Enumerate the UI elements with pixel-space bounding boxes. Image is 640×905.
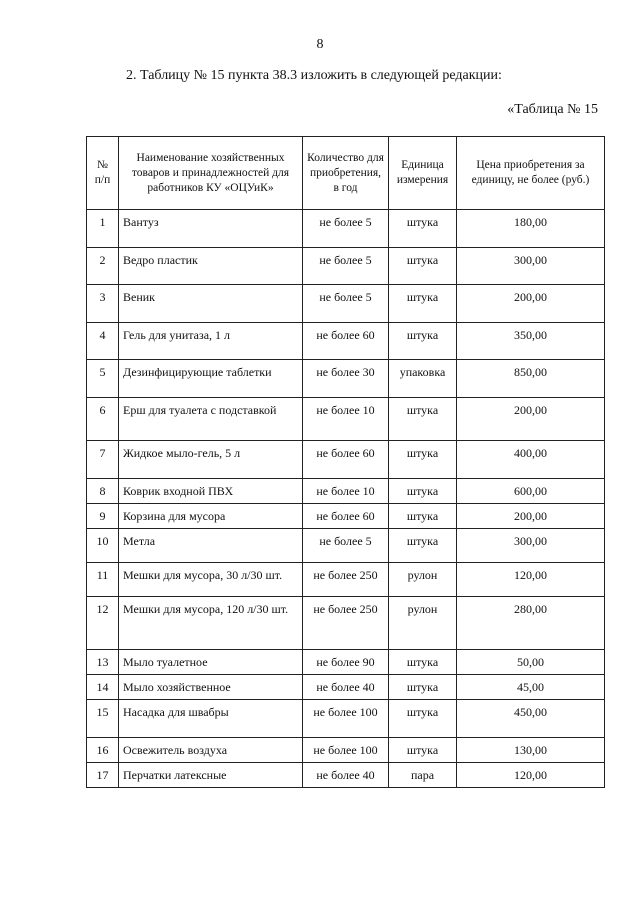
row-price: 300,00 — [457, 248, 605, 285]
row-number: 6 — [87, 398, 119, 441]
row-quantity: не более 30 — [303, 360, 389, 398]
row-unit: штука — [389, 738, 457, 763]
table-row — [87, 700, 605, 738]
row-name: Жидкое мыло-гель, 5 л — [119, 441, 303, 479]
row-name: Коврик входной ПВХ — [119, 479, 303, 504]
row-name: Ерш для туалета с подставкой — [119, 398, 303, 441]
row-number: 15 — [87, 700, 119, 738]
row-name: Мыло туалетное — [119, 650, 303, 675]
row-quantity: не более 60 — [303, 504, 389, 529]
table-row — [87, 441, 605, 479]
table-row — [87, 738, 605, 763]
row-quantity: не более 5 — [303, 285, 389, 323]
table-caption: «Таблица № 15 — [507, 102, 598, 117]
row-name: Насадка для швабры — [119, 700, 303, 738]
table-row — [87, 504, 605, 529]
table-row — [87, 763, 605, 788]
row-unit: штука — [389, 504, 457, 529]
row-unit: рулон — [389, 563, 457, 597]
row-name: Вантуз — [119, 210, 303, 248]
row-number: 11 — [87, 563, 119, 597]
row-price: 850,00 — [457, 360, 605, 398]
table-row — [87, 248, 605, 285]
row-unit: штука — [389, 248, 457, 285]
row-quantity: не более 10 — [303, 398, 389, 441]
row-quantity: не более 40 — [303, 675, 389, 700]
row-price: 50,00 — [457, 650, 605, 675]
row-quantity: не более 250 — [303, 563, 389, 597]
table-row — [87, 210, 605, 248]
row-price: 120,00 — [457, 563, 605, 597]
row-unit: рулон — [389, 597, 457, 650]
row-price: 200,00 — [457, 285, 605, 323]
row-unit: штука — [389, 210, 457, 248]
row-unit: штука — [389, 650, 457, 675]
row-quantity: не более 5 — [303, 210, 389, 248]
row-quantity: не более 250 — [303, 597, 389, 650]
row-name: Освежитель воздуха — [119, 738, 303, 763]
row-number: 9 — [87, 504, 119, 529]
row-price: 350,00 — [457, 323, 605, 360]
table-row — [87, 529, 605, 563]
row-name: Веник — [119, 285, 303, 323]
goods-table — [86, 136, 605, 788]
row-number: 17 — [87, 763, 119, 788]
row-unit: упаковка — [389, 360, 457, 398]
header-number: № п/п — [87, 137, 119, 210]
row-number: 14 — [87, 675, 119, 700]
row-unit: штука — [389, 441, 457, 479]
row-price: 180,00 — [457, 210, 605, 248]
row-quantity: не более 60 — [303, 441, 389, 479]
row-name: Мешки для мусора, 30 л/30 шт. — [119, 563, 303, 597]
table-body — [87, 210, 605, 788]
row-price: 600,00 — [457, 479, 605, 504]
row-number: 10 — [87, 529, 119, 563]
table-row — [87, 323, 605, 360]
row-price: 280,00 — [457, 597, 605, 650]
row-price: 45,00 — [457, 675, 605, 700]
row-name: Метла — [119, 529, 303, 563]
row-price: 400,00 — [457, 441, 605, 479]
table-row — [87, 398, 605, 441]
row-price: 130,00 — [457, 738, 605, 763]
table-row — [87, 597, 605, 650]
row-name: Перчатки латексные — [119, 763, 303, 788]
table-row — [87, 285, 605, 323]
row-name: Мешки для мусора, 120 л/30 шт. — [119, 597, 303, 650]
row-quantity: не более 90 — [303, 650, 389, 675]
intro-text: 2. Таблицу № 15 пункта 38.3 изложить в следующей редакции: — [126, 68, 502, 83]
row-name: Дезинфицирующие таблетки — [119, 360, 303, 398]
row-unit: штука — [389, 398, 457, 441]
row-number: 12 — [87, 597, 119, 650]
row-quantity: не более 100 — [303, 738, 389, 763]
table-row — [87, 479, 605, 504]
row-unit: штука — [389, 479, 457, 504]
row-number: 5 — [87, 360, 119, 398]
row-quantity: не более 60 — [303, 323, 389, 360]
row-quantity: не более 10 — [303, 479, 389, 504]
header-unit: Единица измерения — [389, 137, 457, 210]
row-unit: штука — [389, 323, 457, 360]
row-unit: штука — [389, 285, 457, 323]
row-name: Мыло хозяйственное — [119, 675, 303, 700]
row-quantity: не более 5 — [303, 529, 389, 563]
row-number: 1 — [87, 210, 119, 248]
row-quantity: не более 40 — [303, 763, 389, 788]
table-header-row — [87, 137, 605, 210]
row-number: 7 — [87, 441, 119, 479]
row-name: Корзина для мусора — [119, 504, 303, 529]
row-name: Ведро пластик — [119, 248, 303, 285]
row-number: 4 — [87, 323, 119, 360]
table-row — [87, 650, 605, 675]
row-price: 450,00 — [457, 700, 605, 738]
row-unit: штука — [389, 529, 457, 563]
row-number: 13 — [87, 650, 119, 675]
row-unit: штука — [389, 675, 457, 700]
row-price: 200,00 — [457, 398, 605, 441]
row-unit: штука — [389, 700, 457, 738]
row-price: 200,00 — [457, 504, 605, 529]
header-price: Цена приобретения за единицу, не более (руб.) — [457, 137, 605, 210]
row-name: Гель для унитаза, 1 л — [119, 323, 303, 360]
row-unit: пара — [389, 763, 457, 788]
row-price: 300,00 — [457, 529, 605, 563]
row-number: 8 — [87, 479, 119, 504]
header-quantity: Количество для приобретения, в год — [303, 137, 389, 210]
row-number: 2 — [87, 248, 119, 285]
table-row — [87, 675, 605, 700]
table-row — [87, 360, 605, 398]
header-name: Наименование хозяйственных товаров и принадлежностей для работников КУ «ОЦУиК» — [119, 137, 303, 210]
row-quantity: не более 5 — [303, 248, 389, 285]
table-row — [87, 563, 605, 597]
row-quantity: не более 100 — [303, 700, 389, 738]
row-number: 3 — [87, 285, 119, 323]
page-number: 8 — [316, 37, 324, 52]
row-number: 16 — [87, 738, 119, 763]
row-price: 120,00 — [457, 763, 605, 788]
